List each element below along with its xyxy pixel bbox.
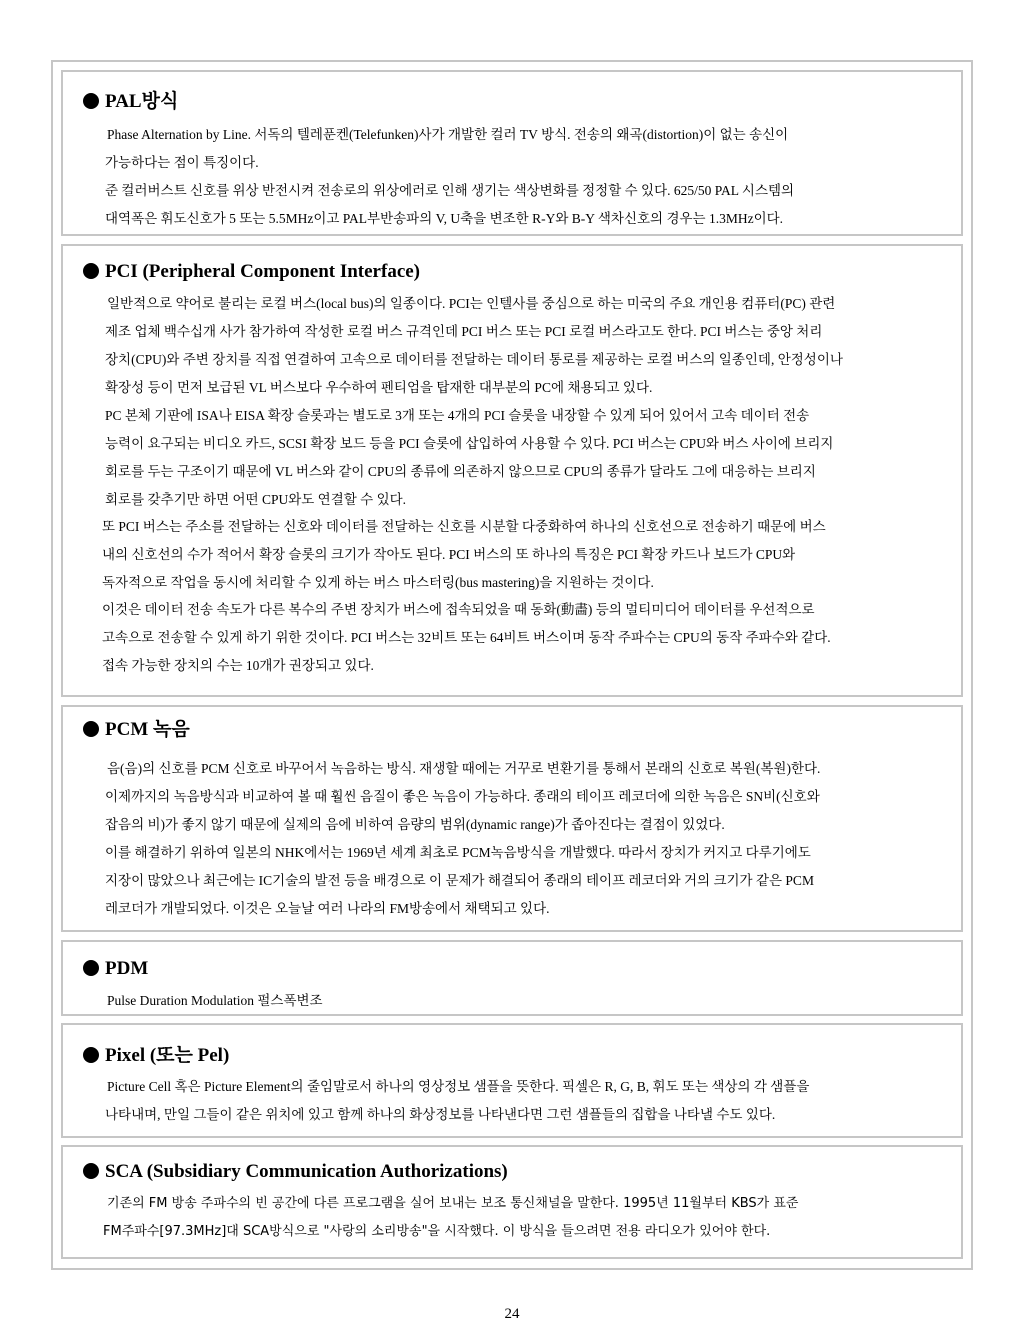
text-line: 지장이 많았으나 최근에는 IC기술의 발전 등을 배경으로 이 문제가 해결되어 종래의 테이프 레코더와 거의 크기가 같은 PCM (105, 873, 814, 888)
text-line: Pulse Duration Modulation 펄스폭변조 (107, 993, 323, 1008)
text-line: 또 PCI 버스는 주소를 전달하는 신호와 데이터를 전달하는 신호를 시분할 다중화하여 하나의 신호선으로 전송하기 때문에 버스 (102, 519, 826, 534)
section-title: SCA (Subsidiary Communication Authorizations) (83, 1160, 508, 1184)
bullet-icon (83, 960, 99, 976)
section-pixel (61, 1023, 963, 1138)
text-line: 제조 업체 백수십개 사가 참가하여 작성한 로컬 버스 규격인데 PCI 버스 또는 PCI 로컬 버스라고도 한다. PCI 버스는 중앙 처리 (105, 324, 823, 339)
text-line: 확장성 등이 먼저 보급된 VL 버스보다 우수하여 펜티엄을 탑재한 대부분의 PC에 채용되고 있다. (105, 380, 653, 395)
section-sca (61, 1145, 963, 1259)
text-line: 회로를 갖추기만 하면 어떤 CPU와도 연결할 수 있다. (105, 492, 407, 507)
text-line: 고속으로 전송할 수 있게 하기 위한 것이다. PCI 버스는 32비트 또는 64비트 버스이며 동작 주파수는 CPU의 동작 주파수와 같다. (102, 630, 831, 645)
bullet-icon (83, 93, 99, 109)
text-line: 회로를 두는 구조이기 때문에 VL 버스와 같이 CPU의 종류에 의존하지 않으므로 CPU의 종류가 달라도 그에 대응하는 브리지 (105, 464, 816, 479)
text-line: 레코더가 개발되었다. 이것은 오늘날 여러 나라의 FM방송에서 채택되고 있다. (105, 901, 550, 916)
section-title: PAL방식 (83, 90, 178, 114)
text-line: 일반적으로 약어로 불리는 로컬 버스(local bus)의 일종이다. PCI는 인텔사를 중심으로 하는 미국의 주요 개인용 컴퓨터(PC) 관련 (107, 296, 836, 311)
section-title: PDM (83, 957, 148, 981)
text-line: 접속 가능한 장치의 수는 10개가 권장되고 있다. (102, 658, 374, 673)
section-title: PCI (Peripheral Component Interface) (83, 260, 420, 284)
bullet-icon (83, 1163, 99, 1179)
text-line: 대역폭은 휘도신호가 5 또는 5.5MHz이고 PAL부반송파의 V, U축을 변조한 R-Y와 B-Y 색차신호의 경우는 1.3MHz이다. (105, 211, 784, 226)
section-pcm (61, 705, 963, 932)
text-line: 내의 신호선의 수가 적어서 확장 슬롯의 크기가 작아도 된다. PCI 버스의 또 하나의 특징은 PCI 확장 카드나 보드가 CPU와 (102, 547, 796, 562)
text-line: 준 컬러버스트 신호를 위상 반전시켜 전송로의 위상에러로 인해 생기는 색상변화를 정정할 수 있다. 625/50 PAL 시스템의 (105, 183, 795, 198)
page-number: 24 (504, 1306, 520, 1322)
bullet-icon (83, 721, 99, 737)
text-line: Phase Alternation by Line. 서독의 텔레푼켄(Telefunken)사가 개발한 컬러 TV 방식. 전송의 왜곡(distortion)이 없는 송신이 (107, 127, 789, 142)
text-line: 기존의 FM 방송 주파수의 빈 공간에 다른 프로그램을 실어 보내는 보조 통신채널을 말한다. 1995년 11월부터 KBS가 표준 (107, 1196, 799, 1211)
text-line: 잡음의 비)가 좋지 않기 때문에 실제의 음에 비하여 음량의 범위(dynamic range)가 좁아진다는 결점이 있었다. (105, 817, 725, 832)
text-line: Picture Cell 혹은 Picture Element의 줄임말로서 하나의 영상정보 샘플을 뜻한다. 픽셀은 R, G, B, 휘도 또는 색상의 각 샘플을 (107, 1079, 810, 1094)
text-line: 나타내며, 만일 그들이 같은 위치에 있고 함께 하나의 화상정보를 나타낸다면 그런 샘플들의 집합을 나타낼 수도 있다. (105, 1107, 776, 1122)
section-title: Pixel (또는 Pel) (83, 1044, 229, 1068)
text-line: 능력이 요구되는 비디오 카드, SCSI 확장 보드 등을 PCI 슬롯에 삽입하여 사용할 수 있다. PCI 버스는 CPU와 버스 사이에 브리지 (105, 436, 834, 451)
section-pal (61, 70, 963, 236)
section-pdm (61, 940, 963, 1016)
text-line: 장치(CPU)와 주변 장치를 직접 연결하여 고속으로 데이터를 전달하는 데이터 통로를 제공하는 로컬 버스의 일종인데, 안정성이나 (105, 352, 843, 367)
text-line: PC 본체 기판에 ISA나 EISA 확장 슬롯과는 별도로 3개 또는 4개의 PCI 슬롯을 내장할 수 있게 되어 있어서 고속 데이터 전송 (105, 408, 810, 423)
section-title: PCM 녹음 (83, 718, 190, 742)
text-line: 이를 해결하기 위하여 일본의 NHK에서는 1969년 세계 최초로 PCM녹음방식을 개발했다. 따라서 장치가 커지고 다루기에도 (105, 845, 811, 860)
text-line: 이것은 데이터 전송 속도가 다른 복수의 주변 장치가 버스에 접속되었을 때 동화(動畵) 등의 멀티미디어 데이터를 우선적으로 (102, 602, 815, 617)
text-line: 음(음)의 신호를 PCM 신호로 바꾸어서 녹음하는 방식. 재생할 때에는 거꾸로 변환기를 통해서 본래의 신호로 복원(복원)한다. (107, 761, 821, 776)
text-line: 이제까지의 녹음방식과 비교하여 볼 때 훨씬 음질이 좋은 녹음이 가능하다. 종래의 테이프 레코더에 의한 녹음은 SN비(신호와 (105, 789, 820, 804)
text-line: FM주파수[97.3MHz]대 SCA방식으로 "사랑의 소리방송"을 시작했다. 이 방식을 들으려면 전용 라디오가 있어야 한다. (103, 1224, 771, 1239)
bullet-icon (83, 1047, 99, 1063)
bullet-icon (83, 263, 99, 279)
section-pci (61, 244, 963, 697)
text-line: 가능하다는 점이 특징이다. (105, 155, 259, 170)
text-line: 독자적으로 작업을 동시에 처리할 수 있게 하는 버스 마스터링(bus mastering)을 지원하는 것이다. (102, 575, 654, 590)
